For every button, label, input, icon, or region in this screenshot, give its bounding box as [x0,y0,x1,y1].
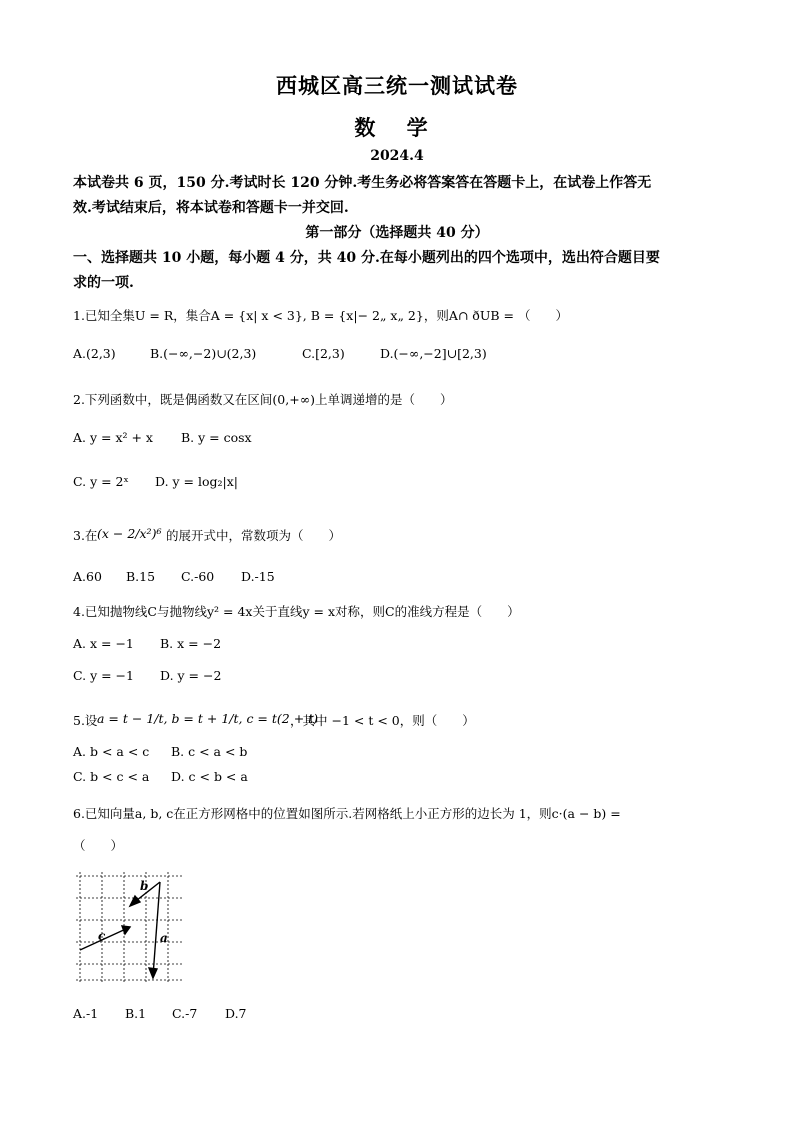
question-4-option-b: B. x = −2 [160,636,222,651]
question-1-option-d: D.(−∞,−2]∪[2,3) [380,346,487,361]
vector-grid-figure [72,868,190,986]
question-3-option-b: B.15 [126,569,156,584]
exam-title: 西城区高三统一测试试卷 [276,73,518,98]
exam-subject: 数 学 [354,115,440,140]
question-4-option-c: C. y = −1 [73,668,134,683]
part1-heading: 第一部分（选择题共 40 分） [305,225,489,241]
question-6-option-b: B.1 [125,1006,147,1021]
question-6-stem: 6.已知向量a, b, c在正方形网格中的位置如图所示.若网格纸上小正方形的边长为 1，则c·(a − b) = [73,806,621,821]
question-2-stem: 2.下列函数中，既是偶函数又在区间(0,+∞)上单调递增的是（ ） [73,392,453,407]
question-6-option-d: D.7 [225,1006,247,1021]
question-1-option-c: C.[2,3) [302,346,345,361]
question-3-stem-suffix: 的展开式中，常数项为（ ） [166,528,342,543]
question-4-option-d: D. y = −2 [160,668,222,683]
question-6-option-a: A.-1 [73,1006,99,1021]
intro-line-2: 效.考试结束后，将本试卷和答题卡一并交回. [73,200,349,216]
question-3-expression: (x − 2/x²)⁶ [97,526,162,541]
question-2-option-d: D. y = log₂|x| [155,474,239,489]
question-5-option-a: A. b < a < c [73,744,150,759]
question-1-stem: 1.已知全集U = R，集合A = {x| x < 3}, B = {x|− 2„ x„ 2}，则A∩ ðUB = （ ） [73,308,568,323]
question-5-option-d: D. c < b < a [171,769,248,784]
question-5-stem-prefix: 5.设 [73,713,98,728]
vector-a-arrowhead [149,968,157,978]
question-3-option-c: C.-60 [181,569,215,584]
part1-instruction-2: 求的一项. [73,275,134,291]
question-3-option-a: A.60 [73,569,102,584]
question-4-option-a: A. x = −1 [73,636,134,651]
vector-a-label: a [160,931,168,945]
question-4-stem: 4.已知抛物线C与抛物线y² = 4x关于直线y = x对称，则C的准线方程是（ ） [73,604,520,619]
vector-b-arrowhead [130,896,140,906]
question-5-expression: a = t − 1/t, b = t + 1/t, c = t(2 + t) [97,711,319,726]
question-2-option-c: C. y = 2ˣ [73,474,129,489]
question-6-stem-line-2: （ ） [73,838,124,853]
question-3-option-d: D.-15 [241,569,275,584]
question-5-option-b: B. c < a < b [171,744,248,759]
vector-c-arrowhead [122,926,130,934]
question-2-option-b: B. y = cosx [181,430,252,445]
exam-date: 2024.4 [370,148,424,164]
question-1-option-a: A.(2,3) [73,346,116,361]
vector-c-label: c [98,929,106,943]
question-5-option-c: C. b < c < a [73,769,150,784]
part1-instruction-1: 一、选择题共 10 小题，每小题 4 分，共 40 分.在每小题列出的四个选项中，选出符合题目要 [73,250,660,266]
question-2-option-a: A. y = x² + x [73,430,153,445]
question-5-stem-suffix: ，其中 −1 < t < 0，则（ ） [290,713,475,728]
question-6-option-c: C.-7 [172,1006,198,1021]
intro-line-1: 本试卷共 6 页，150 分.考试时长 120 分钟.考生务必将答案答在答题卡上，在试卷上作答无 [73,175,652,191]
vector-b-label: b [140,879,149,893]
question-1-option-b: B.(−∞,−2)∪(2,3) [150,346,257,361]
question-3-stem-prefix: 3.在 [73,528,98,543]
vector-a [153,882,160,976]
